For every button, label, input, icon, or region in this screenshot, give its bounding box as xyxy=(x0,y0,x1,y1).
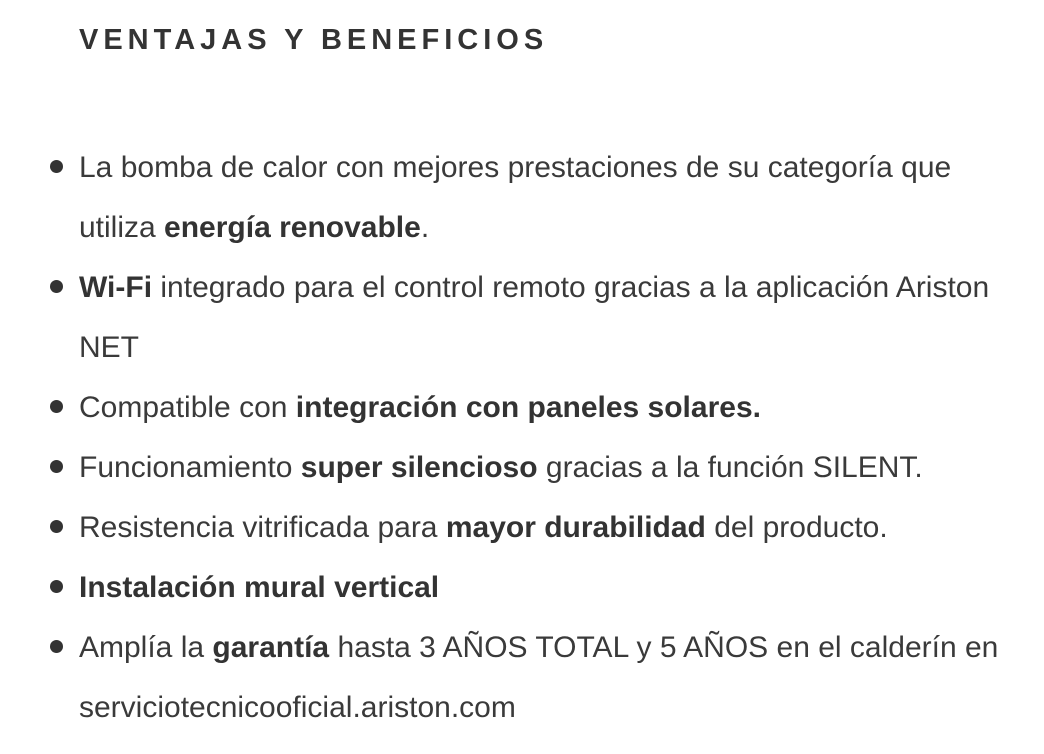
bullet-icon xyxy=(50,400,63,413)
benefit-highlight: mayor durabilidad xyxy=(445,511,706,544)
bullet-icon xyxy=(50,160,63,173)
bullet-icon xyxy=(50,280,63,293)
benefit-item-renewable-energy xyxy=(0,138,1044,258)
benefit-text: Amplía la xyxy=(79,631,213,664)
benefit-text: Compatible con xyxy=(79,391,296,424)
benefit-item-durability xyxy=(0,498,1044,558)
bullet-icon xyxy=(50,520,63,533)
benefits-list xyxy=(0,138,1044,738)
benefit-text: integrado para el control remoto gracias a la aplicación Ariston NET xyxy=(79,271,990,364)
benefit-item-silent xyxy=(0,438,1044,498)
benefit-highlight: integración con paneles solares. xyxy=(295,391,761,424)
benefit-highlight: garantía xyxy=(212,631,330,664)
benefit-highlight: super silencioso xyxy=(300,451,538,484)
benefit-item-solar xyxy=(0,378,1044,438)
benefit-text: Funcionamiento xyxy=(79,451,301,484)
bullet-icon xyxy=(50,460,63,473)
bullet-icon xyxy=(50,580,63,593)
benefit-text: La bomba de calor con mejores prestaciones de su categoría que utiliza xyxy=(79,151,952,244)
bullet-icon xyxy=(50,640,63,653)
benefit-text: del producto. xyxy=(705,511,888,544)
benefit-item-installation xyxy=(0,558,1044,618)
benefit-item-warranty xyxy=(0,618,1044,738)
benefit-text: Resistencia vitrificada para xyxy=(79,511,446,544)
benefit-text: . xyxy=(420,211,430,244)
section-title: VENTAJAS Y BENEFICIOS xyxy=(79,24,549,56)
benefit-text: gracias a la función SILENT. xyxy=(537,451,923,484)
benefit-highlight: Instalación mural vertical xyxy=(79,571,440,604)
benefit-highlight: energía renovable xyxy=(164,211,421,244)
benefit-item-wifi xyxy=(0,258,1044,378)
benefit-highlight: Wi-Fi xyxy=(79,271,153,304)
benefit-text: hasta 3 AÑOS TOTAL y 5 AÑOS en el calderín en serviciotecnicooficial.ariston.com xyxy=(79,631,999,724)
